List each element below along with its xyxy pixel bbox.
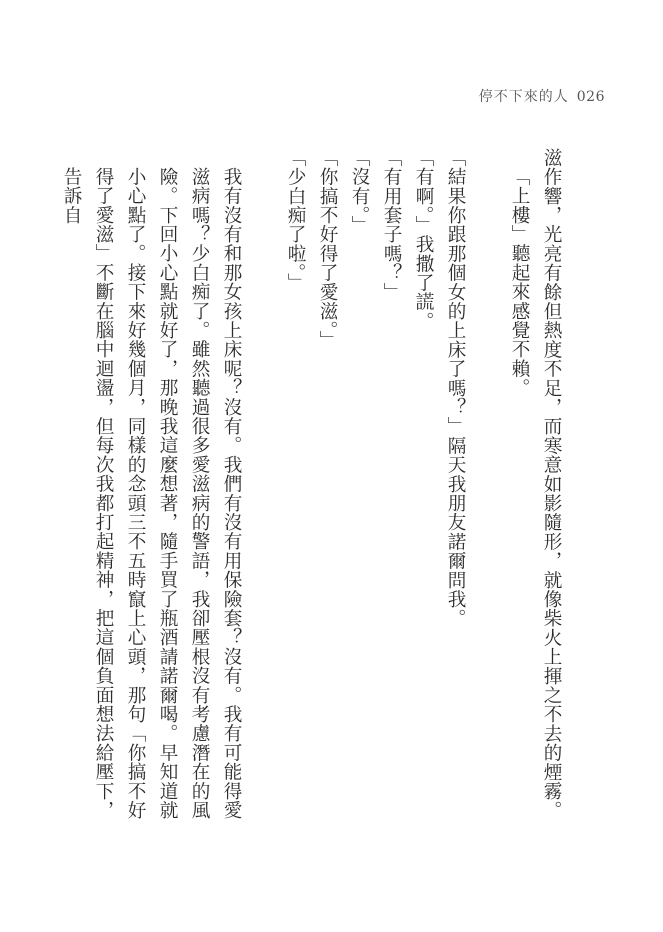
dialogue-line-6: 「少白痴了啦。」: [285, 148, 306, 293]
dialogue-line-3: 「有用套子嗎？」: [381, 148, 402, 302]
running-header: [479, 86, 605, 106]
dialogue-line-4: 「沒有。」: [349, 148, 370, 235]
paragraph-2: 「上樓」聽起來感覺不賴。: [509, 166, 530, 397]
paragraph-1: 滋作響，光亮有餘但熱度不足，而寒意如影隨形，就像柴火上揮之不去的煙霧。: [541, 148, 562, 820]
paragraph-3: 我有沒有和那女孩上床呢？沒有。我們有沒有用保險套？沒有。我有可能得愛滋病嗎？少白痴了。雖然聽過很多愛滋病的警語，我卻壓根沒有考慮潛在的風險。下回小心點就好了，那晚我這麼想著，隨手買了瓶酒請諾爾喝。早知道就小心點了。接下來好幾個月，同樣的念頭三不五時竄上心頭，那句「你搞不好得了愛滋」不斷在腦中迴盪，但每次我都打起精神，把這個負面想法給壓下，告訴自: [61, 166, 242, 820]
dialogue-line-2: 「有啊。」我撒了謊。: [413, 148, 434, 331]
page-number: 026: [576, 89, 605, 105]
dialogue-line-5: 「你搞不好得了愛滋。」: [317, 148, 338, 350]
dialogue-line-1: 「結果你跟那個女的上床了嗎？」隔天我朋友諾爾問我。: [445, 148, 466, 628]
body-text: [55, 148, 567, 838]
book-title: 停不下來的人: [478, 89, 569, 105]
